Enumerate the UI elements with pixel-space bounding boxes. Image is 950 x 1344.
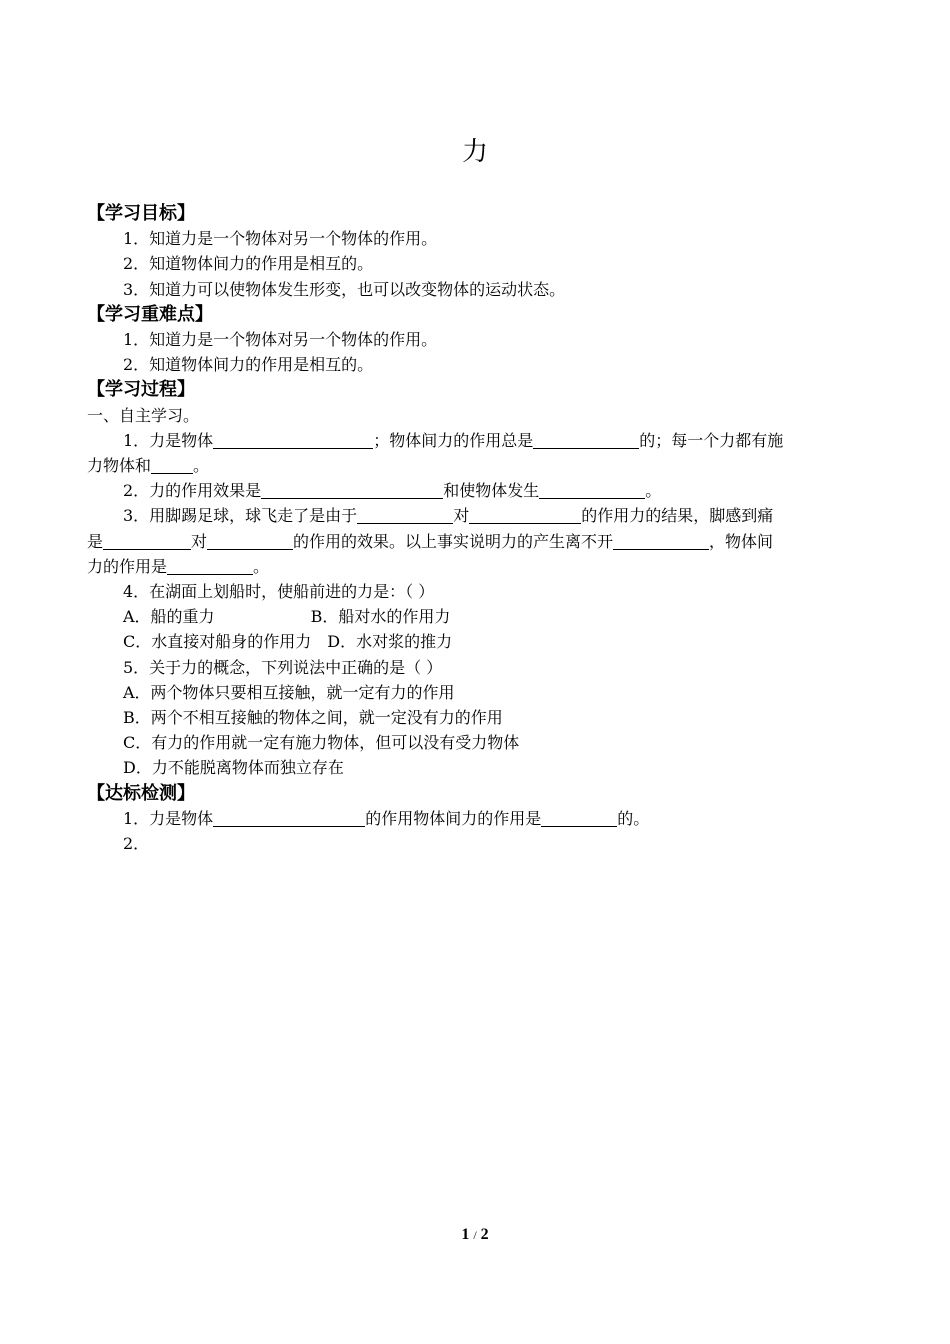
process-question-3-line-1 [87,503,867,528]
page-current: 1 [461,1226,470,1243]
answer-blank[interactable] [213,430,373,449]
answer-blank[interactable] [261,480,443,499]
process-question-5-stem: 5．关于力的概念，下列说法中正确的是（ ） [123,657,443,677]
page-separator: / [473,1228,477,1242]
question-text: 1．力是物体 [123,808,214,828]
check-heading: 【达标检测】 [87,782,195,804]
question-text: 。 [645,481,662,501]
process-question-4-options-cd [87,629,867,654]
answer-blank[interactable] [541,808,617,827]
goals-heading: 【学习目标】 [87,203,195,224]
question-text: 的；每一个力都有施 [639,430,784,450]
question-text: 2．力的作用效果是 [123,481,262,501]
process-question-3-line-2 [87,529,867,554]
question-text: 的作用力的结果，脚感到痛 [581,506,774,526]
question-text: 力物体和 [87,456,152,476]
question-text: 的作用的效果。以上事实说明力的产生离不开 [293,531,614,551]
question-text: 对 [191,531,208,551]
option-d[interactable]: D．力不能脱离物体而独立存在 [123,758,344,778]
option-c[interactable]: C．水直接对船身的作用力 [123,632,312,652]
question-text: 。 [253,556,270,576]
option-b[interactable]: B．船对水的作用力 [310,607,451,627]
process-heading: 【学习过程】 [87,379,195,401]
option-d[interactable]: D．水对浆的推力 [327,632,453,652]
option-a[interactable]: A．船的重力 [123,607,215,627]
goal-item: 3．知道力可以使物体发生形变，也可以改变物体的运动状态。 [123,279,566,299]
question-text: 是 [87,531,104,551]
document-body [87,201,867,856]
question-text: 和使物体发生 [443,481,540,501]
option-a[interactable]: A．两个物体只要相互接触，就一定有力的作用 [123,682,455,702]
answer-blank[interactable] [103,531,191,550]
check-question-1 [87,806,867,831]
question-text: 的作用物体间力的作用是 [365,808,542,828]
answer-blank[interactable] [533,430,639,449]
option-c[interactable]: C．有力的作用就一定有施力物体，但可以没有受力物体 [123,733,520,753]
goal-item: 1．知道力是一个物体对另一个物体的作用。 [123,229,438,249]
key-point-item: 2．知道物体间力的作用是相互的。 [123,355,374,375]
question-text: 对 [453,506,470,526]
question-text: ；物体间力的作用总是 [373,430,534,450]
answer-blank[interactable] [539,480,645,499]
process-question-4-options-ab [87,604,867,629]
answer-blank[interactable] [167,556,253,575]
question-text: 。 [193,456,210,476]
process-question-4-stem: 4．在湖面上划船时，使船前进的力是：（ ） [123,582,435,602]
goal-item: 2．知道物体间力的作用是相互的。 [123,254,374,274]
check-question-2: 2． [123,834,150,854]
answer-blank[interactable] [151,455,193,474]
answer-blank[interactable] [213,808,365,827]
page-total: 2 [480,1226,489,1243]
process-question-1-line-1 [87,428,867,453]
question-text: 的。 [617,808,650,828]
answer-blank[interactable] [613,531,709,550]
process-question-2 [87,478,867,503]
answer-blank[interactable] [207,531,293,550]
self-study-subheading: 一、自主学习。 [87,405,200,425]
page-number [0,1224,950,1246]
key-point-item: 1．知道力是一个物体对另一个物体的作用。 [123,330,438,350]
question-text: 3．用脚踢足球，球飞走了是由于 [123,506,358,526]
question-text: ，物体间 [709,531,774,551]
key-points-heading: 【学习重难点】 [87,303,213,325]
question-text: 力的作用是 [87,556,168,576]
answer-blank[interactable] [469,505,581,524]
page-title: 力 [461,137,488,167]
process-question-3-line-3 [87,554,867,579]
option-b[interactable]: B．两个不相互接触的物体之间，就一定没有力的作用 [123,708,503,728]
question-text: 1．力是物体 [123,430,214,450]
process-question-1-line-2 [87,453,867,478]
answer-blank[interactable] [357,505,453,524]
